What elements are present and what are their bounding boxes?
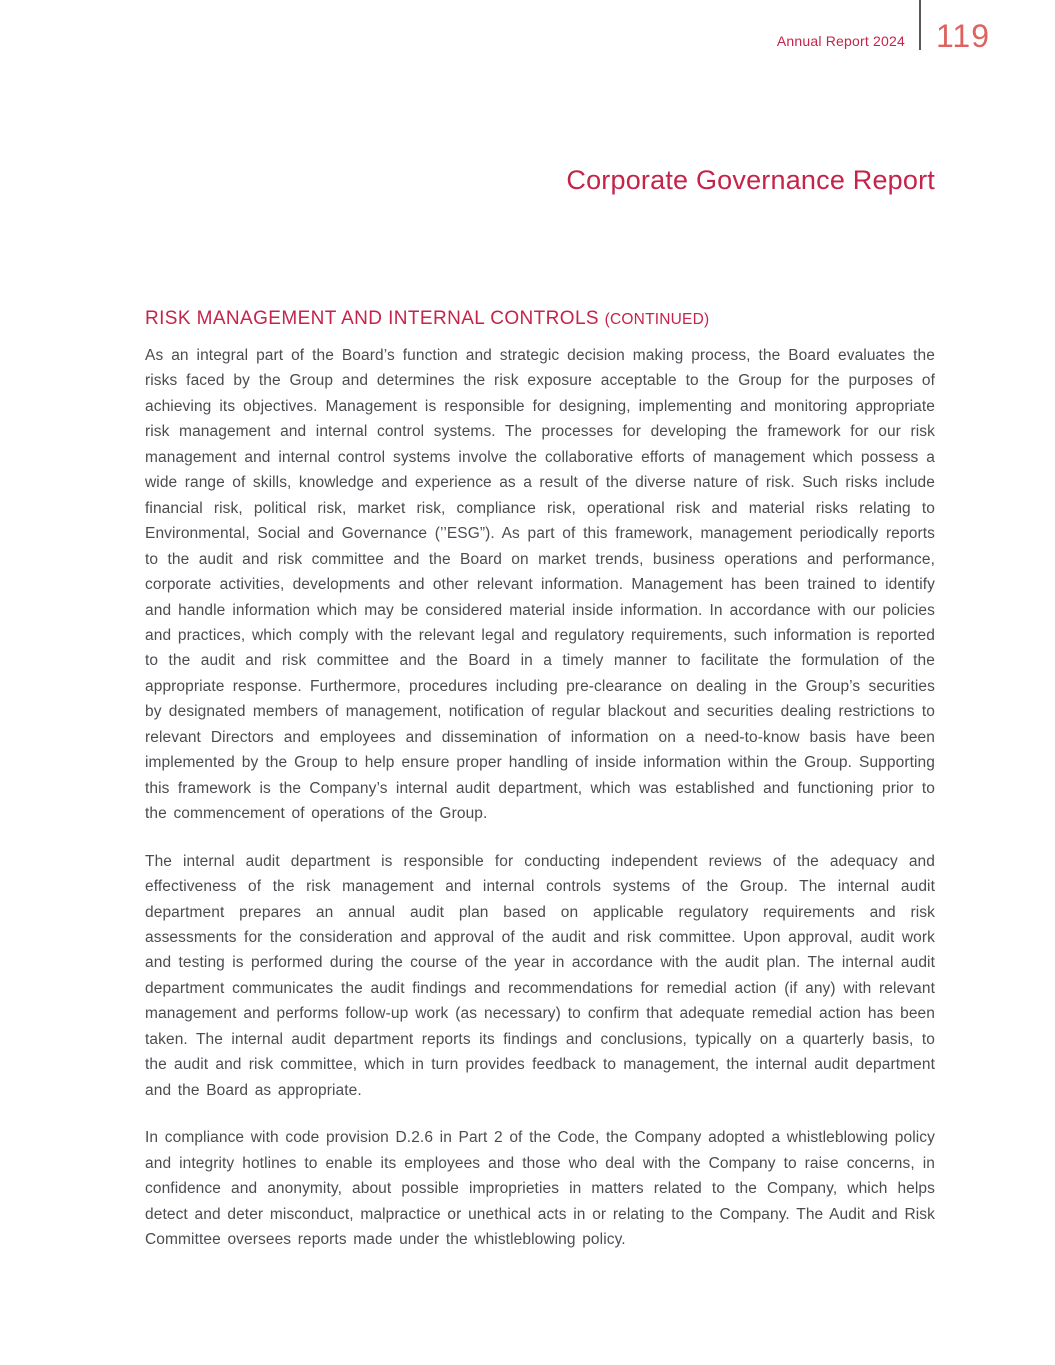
section-heading-label: RISK MANAGEMENT AND INTERNAL CONTROLS (145, 308, 599, 329)
header-divider (919, 0, 921, 50)
page-title: Corporate Governance Report (566, 165, 935, 195)
report-label: Annual Report 2024 (776, 33, 905, 49)
section-heading (145, 306, 935, 333)
body-paragraph-1: As an integral part of the Board’s function and strategic decision making process, the Board evaluates the risks faced by the Group and determines the risk exposure acceptable to the Group for the purposes of achieving its objectives. Management is responsible for designing, implementing and monitoring appropriate risk management and internal control systems. The processes for developing the framework for our risk management and internal control systems involve the collaborative efforts of management which possess a wide range of skills, knowledge and experience as a result of the diverse nature of risk. Such risks include financial risk, political risk, market risk, compliance risk, operational risk and material risks relating to Environmental, Social and Governance (’’ESG”). As part of this framework, management periodically reports to the audit and risk committee and the Board on market trends, business operations and performance, corporate activities, developments and other relevant information. Management has been trained to identify and handle information which may be considered material inside information. In accordance with our policies and practices, which comply with the relevant legal and regulatory requirements, such information is reported to the audit and risk committee and the Board in a timely manner to facilitate the formulation of the appropriate response. Furthermore, procedures including pre-clearance on dealing in the Group’s securities by designated members of management, notification of regular blackout and securities dealing restrictions to relevant Directors and employees and dissemination of information on a need-to-know basis have been implemented by the Group to help ensure proper handling of inside information within the Group. Supporting this framework is the Company’s internal audit department, which was established and functioning prior to the commencement of operations of the Group. (145, 347, 935, 823)
section-heading-continued: (CONTINUED) (604, 311, 710, 328)
body-paragraph-2: The internal audit department is responsible for conducting independent reviews of the adequacy and effectiveness of the risk management and internal controls systems of the Group. The internal audit department prepares an annual audit plan based on applicable regulatory requirements and risk assessments for the consideration and approval of the audit and risk committee. Upon approval, audit work and testing is performed during the course of the year in accordance with the audit plan. The internal audit department communicates the audit findings and recommendations for remedial action (if any) with relevant management and performs follow-up work (as necessary) to confirm that adequate remedial action has been taken. The internal audit department reports its findings and conclusions, typically on a quarterly basis, to the audit and risk committee, which in turn provides feedback to management, the internal audit department and the Board as appropriate. (145, 852, 935, 1099)
body-paragraph-3: In compliance with code provision D.2.6 in Part 2 of the Code, the Company adopted a whistleblowing policy and integrity hotlines to enable its employees and those who deal with the Company to raise concerns, in confidence and anonymity, about possible improprieties in matters related to the Company, which helps detect and deter misconduct, malpractice or unethical acts in or relating to the Company. The Audit and Risk Committee oversees reports made under the whistleblowing policy. (145, 1129, 935, 1248)
document-content (145, 306, 935, 1252)
page-number: 119 (936, 18, 991, 54)
